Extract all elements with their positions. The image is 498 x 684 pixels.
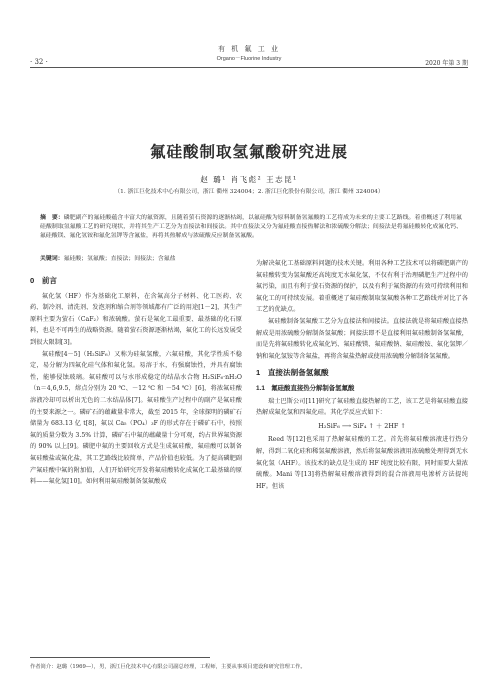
section-heading-direct: 1 直接法制备氢氟酸 <box>256 368 329 378</box>
abstract <box>40 213 462 242</box>
article-title: 氟硅酸制取氢氟酸研究进展 <box>149 142 348 161</box>
subsection-heading: 1.1 氟硅酸直接热分解制备氢氟酸 <box>256 384 355 392</box>
paragraph: 为解决氟化工基础原料问题的技术关键。利用各种工艺技术可以将磷肥副产的氟硅酸转变为氢氟酸还高纯度无水氟化氢，不仅有利于治理磷肥生产过程中的氟污染，而且有利于萤石资源的保护，以及有利于氟资源的有效可持续利用和氟化工的可持续发展。着重概述了氟硅酸制取氢氟酸各种工艺路线并对比了各工艺的优缺点。 <box>256 260 468 314</box>
keywords-text: 氟硅酸；氢氟酸；直接法；间接法；含氟盐 <box>63 256 176 262</box>
keywords-label: 关键词： <box>40 255 64 262</box>
footnote-rule <box>30 657 210 658</box>
affiliation-line: （1. 浙江巨化技术中心有限公司，浙江 衢州 324004；2. 浙江巨化股份有限公司，浙江 衢州 324004） <box>114 189 384 195</box>
header-rule <box>30 67 468 68</box>
abstract-label: 摘 要： <box>40 214 64 221</box>
issue-label: 2020 年第 3 期 <box>425 60 468 67</box>
chemical-equation: H₂SiF₆ ⟶ SiF₄ ↑ ＋ 2HF ↑ <box>318 421 406 430</box>
paragraph: 氟化氢（HF）作为基础化工原料，在含氟高分子材料、化工医药、农药、制冷剂、清洗剂、发泡剂和缩合剂等领域都有广泛的用途[1－2]，其生产原料主要为萤石（CaF₂）和浓硫酸。萤石是氟化工最重要、最基础的化石原料，也是不可再生的战略资源。随着萤石资源逐渐枯竭，氟化工的长远发展受到很大限制[3]。 <box>30 292 242 346</box>
journal-title: 有 机 氟 工 业 <box>218 45 280 53</box>
author-line: 赵 璐¹ 肖飞彪² 王志昆¹ <box>200 175 298 184</box>
paragraph: Reed 等[12]也采用了热解氟硅酸的工艺。首先将氟硅酸溶液进行热分解，得到二氧化硅和稀氢氟酸溶液，然后将氢氟酸溶液用浓硫酸处理得到无水氟化氢（AHF）。该技术的缺点是生成的 HF 纯度比较有限，同时需要大量浓硫酸。Mani 等[13]将热解氟硅酸溶液得到的混合溶液用电渗析方法提纯 HF。但该 <box>256 436 468 490</box>
paragraph: 氟硅酸制备氢氟酸工艺分为直接法和间接法。直接法就是将氟硅酸直接热解成是用浓硫酸分解制备氢氟酸；间接法即不是直接利用氟硅酸制备氢氟酸，而是先将氟硅酸转化成氟化钙、氟硅酸镁、氟硅酸钠、氟硅酸铵、氟化氢钾／钠和氟化氢铵等含氟盐，再将含氟盐热解或使用浓硫酸分解制备氢氟酸。 <box>256 317 468 360</box>
author-footnote: 作者简介：赵璐（1969—），男，浙江巨化技术中心有限公司副总经理，工程师，主要从事项目建设和研究管理工作。 <box>30 664 306 670</box>
left-column <box>30 270 242 488</box>
paragraph: 氟硅酸[4－5]（H₂SiF₆）又称为硅氟氢酸，六氟硅酸，其化学性质不稳定，易分解为四氟化硅气体和氟化氢。易溶于水，有强腐蚀性，并具有腐蚀性，能够侵蚀玻璃。氟硅酸可以与水形成稳定的结晶水合物 H₂SiF₆·nH₂O（n＝4,6,9.5，熔点分别为 20 ℃、－12 ℃ 和 －54 ℃）[6]，将浓氟硅酸溶液冷却可以析出无色的二水结晶体[7]。氟硅酸生产过程中的副产是氟硅酸的主要来源之一。磷矿石的蕴藏量非常大，截至 2015 年，全球探明的磷矿石储量为 683.13 亿 t[8]，氟以 Ca₅（PO₄）₃F 的形式存在于磷矿石中，按照氟的质量分数为 3.5% 计算，磷矿石中氟的蕴藏量十分可观，约占世界氟资源的 90% 以上[9]。磷肥中氟的主要回收方式是生成氟硅酸，氟硅酸可以制备氟硅酸盐或氟化盐，其工艺路线比较简单，产品价值也较低。为了提高磷肥副产氟硅酸中氟的附加值，人们开始研究开发将氟硅酸转化成氟化工最基础的原料——氟化氢[10]。如何利用氟硅酸制备氢氟酸成 <box>30 350 242 486</box>
page-number: · 32 · <box>30 58 48 66</box>
section-heading-intro: 0 前言 <box>30 276 58 285</box>
paragraph: 瑞士巴斯公司[11]研究了氟硅酸直接热解的工艺，该工艺是将氟硅酸直接热解成氟化氢和四氟化硅。其化学反应式如下： <box>256 397 468 417</box>
right-column <box>256 258 468 492</box>
journal-title-en: Organo－Fluorine Industry <box>216 56 282 62</box>
abstract-text: 磷肥副产的氟硅酸蕴含丰富大的氟资源，且随着萤石资源的逐渐枯竭，以氟硅酸为原料制备氢氟酸的工艺将成为未来的主要工艺路线。着重概述了利用氟硅酸制取氢氟酸工艺的研究现状，并将其生产工艺分为直接法和间接法。其中直接法又分为氟硅酸直接热解法和浓硫酸分解法；间接法是将氟硅酸转化成氟化钙、氟硅酸镁、氟化氢铵和氟化氢钾等含氟盐，再将其热解成与浓硫酸反应制备氢氟酸。 <box>40 215 463 240</box>
